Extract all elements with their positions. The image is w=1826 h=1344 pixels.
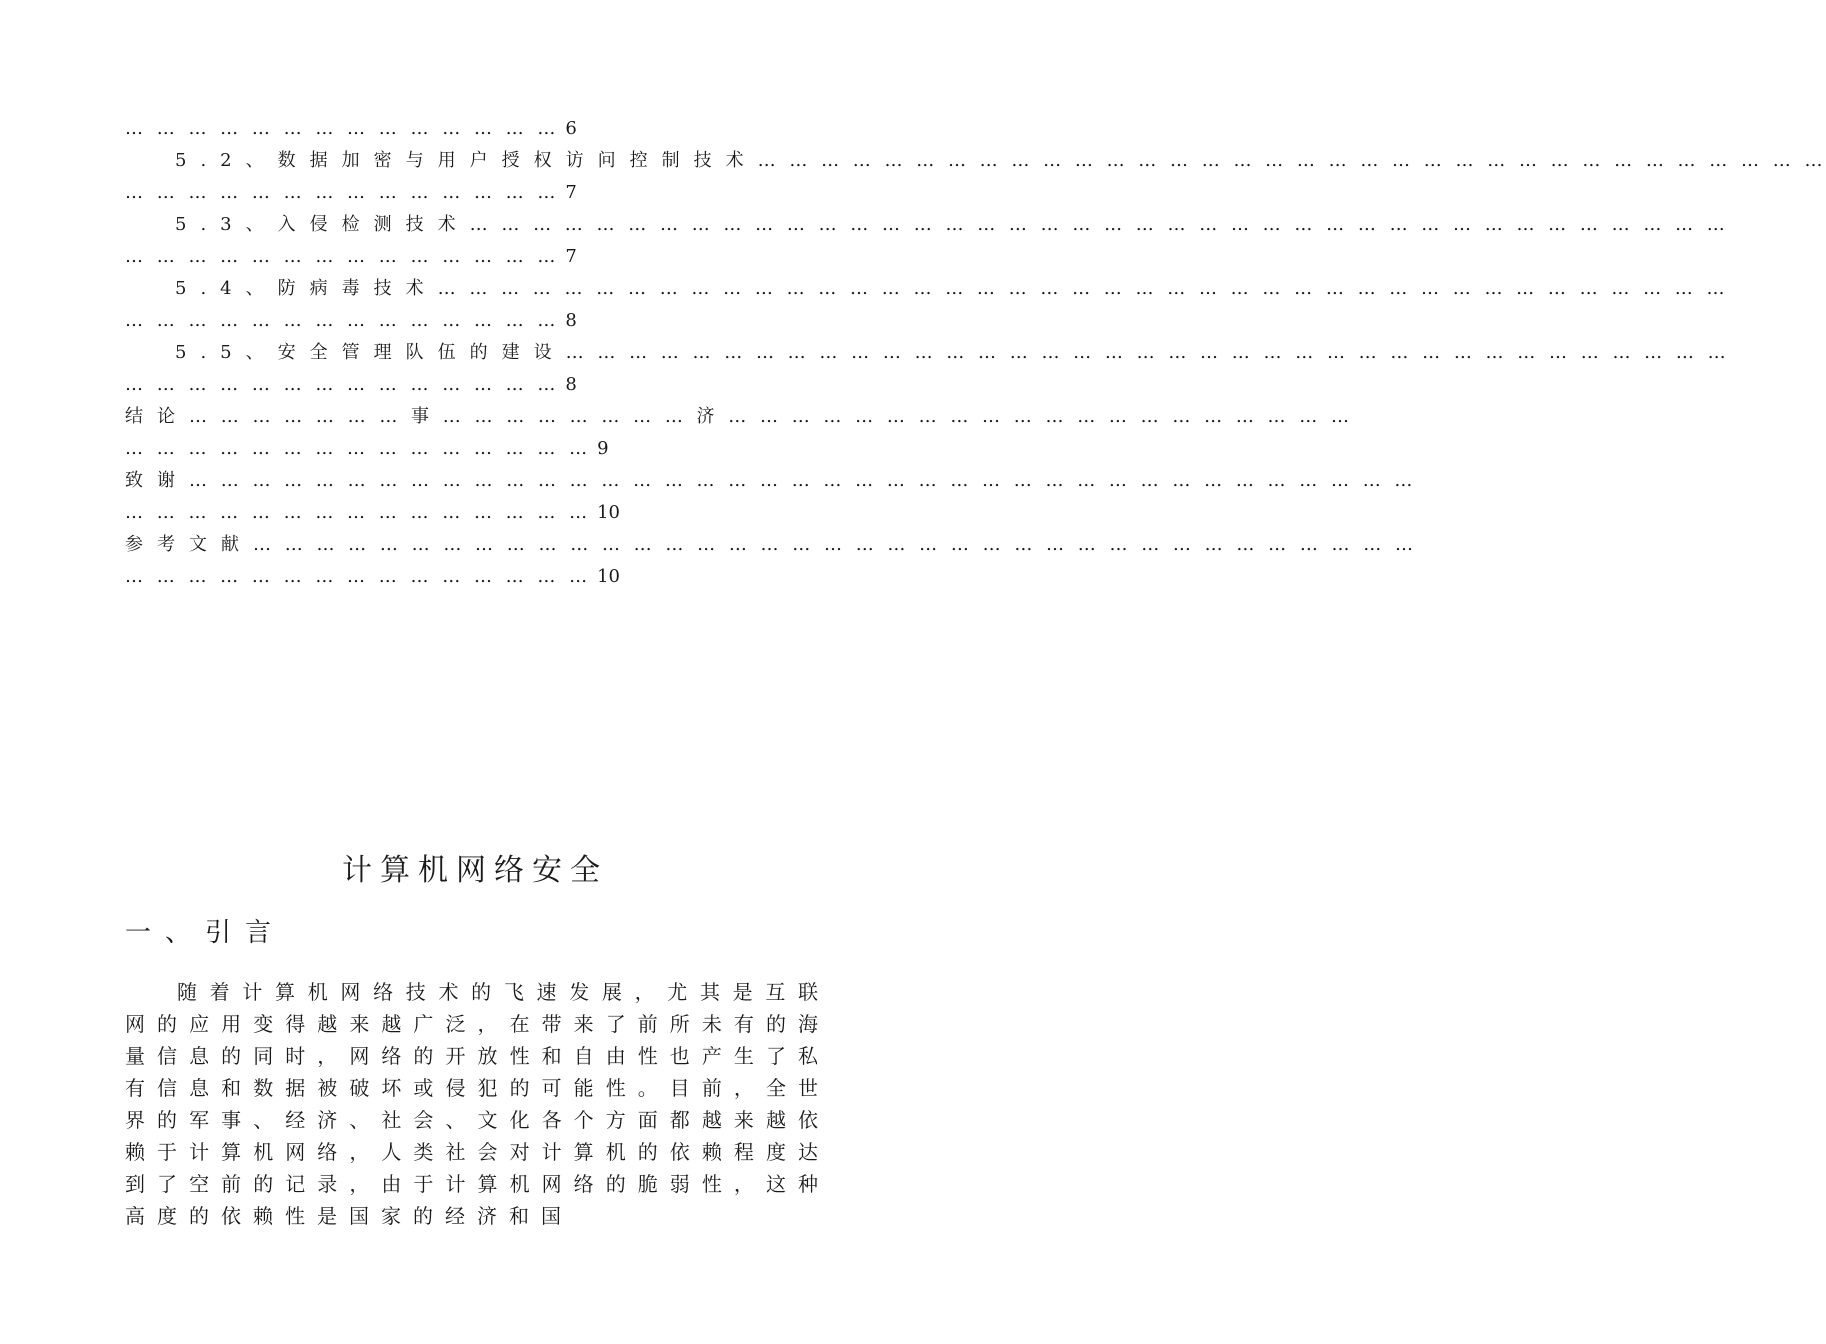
toc-line (125, 501, 830, 525)
toc-entry-5-2 (175, 149, 1826, 173)
toc-entry-5-5 (175, 341, 1730, 365)
toc-leader: … … … … … … … … … … … … … … (125, 310, 560, 331)
toc-entry-5-3 (175, 213, 1729, 237)
toc-leader: … … … … … … … … … … … … … … … … … … … … … … … … … … … … … … … … … … … … … … … … … (437, 278, 1729, 299)
toc-page-number: 9 (597, 438, 609, 459)
toc-leader: … … … … … … … … … … … … … … … … … … … … … … … … … … … … … … … … … … (757, 150, 1826, 171)
toc-leader: … … … … … … … … … … … … … … (125, 374, 560, 395)
toc-line (125, 245, 830, 269)
toc-line (125, 565, 830, 589)
toc-leader: … … … … … … … … … … … … … … … … … … … … … … … … … … … … … … … … … … … … … … … (189, 470, 1417, 491)
toc-entry-label: 参考文献 (125, 534, 253, 555)
toc-leader: … … … … … … … … … … … … … … … (125, 502, 592, 523)
toc-entry-label: 5.4、防病毒技术 (175, 278, 438, 299)
toc-leader: … … … … … … … … … … … … … … … (125, 566, 592, 587)
toc-line (125, 181, 830, 205)
toc-entry-label: 结论 (125, 406, 189, 427)
toc-line (125, 309, 830, 333)
toc-entry-label: 致谢 (125, 470, 189, 491)
toc-entry-acknowledgements (125, 469, 1417, 493)
document-title: 计算机网络安全 (342, 853, 608, 888)
toc-leader: … … … … … … … … … … … … … … … … … … … … … … … … … … … … … … … … … … … … … (253, 534, 1417, 555)
toc-page-number: 8 (565, 310, 577, 331)
toc-entry-label: 5.2、数据加密与用户授权访问控制技术 (175, 150, 758, 171)
toc-entry-5-4 (175, 277, 1729, 301)
toc-page-number: 10 (597, 502, 621, 523)
toc-line (125, 117, 830, 141)
section-heading: 一、引言 (125, 918, 286, 948)
toc-leader: … … … … … … … … … … … … … … … (125, 438, 592, 459)
toc-page-number: 6 (565, 118, 577, 139)
toc-entry-label: 5.3、入侵检测技术 (175, 214, 470, 235)
body-paragraph: 随着计算机网络技术的飞速发展，尤其是互联网的应用变得越来越广泛，在带来了前所未有的海量信息的同时，网络的开放性和自由性也产生了私有信息和数据被破坏或侵犯的可能性。目前，全世界的军事、经济、社会、文化各个方面都越来越依赖于计算机网络，人类社会对计算机的依赖程度达到了空前的记录，由于计算机网络的脆弱性，这种高度的依赖性是国家的经济和国 (125, 980, 830, 1228)
toc-leader: … … … … … … … 事 … … … … … … … … 济 … … … … … … … … … … … … … … … … … … … … (189, 406, 1353, 427)
toc-page-number: 7 (565, 246, 577, 267)
toc-leader: … … … … … … … … … … … … … … (125, 118, 560, 139)
toc-entry-references (125, 533, 1417, 557)
toc-line (125, 437, 830, 461)
toc-entry-label: 5.5、安全管理队伍的建设 (175, 342, 566, 363)
toc-leader: … … … … … … … … … … … … … … (125, 182, 560, 203)
toc-line (125, 373, 830, 397)
toc-page-number: 7 (565, 182, 577, 203)
toc-entry-conclusion (125, 405, 1353, 429)
toc-leader: … … … … … … … … … … … … … … … … … … … … … … … … … … … … … … … … … … … … … (565, 342, 1730, 363)
toc-leader: … … … … … … … … … … … … … … … … … … … … … … … … … … … … … … … … … … … … … … … … (469, 214, 1729, 235)
toc-leader: … … … … … … … … … … … … … … (125, 246, 560, 267)
toc-page-number: 8 (565, 374, 577, 395)
toc-page-number: 10 (597, 566, 621, 587)
